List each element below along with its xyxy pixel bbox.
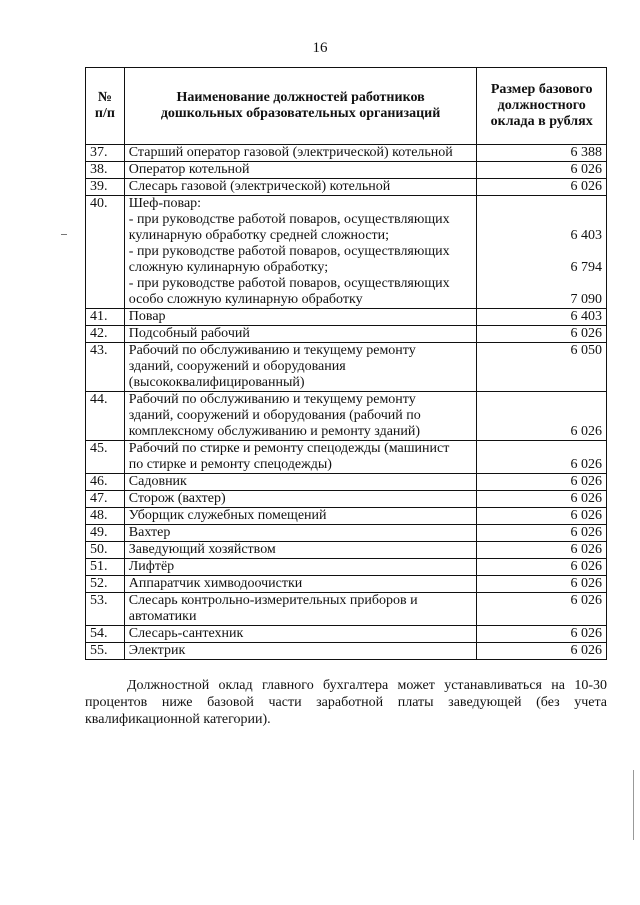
blank-line bbox=[481, 196, 602, 212]
row-number: 50. bbox=[86, 542, 125, 559]
base-salary: 6 026 bbox=[477, 542, 607, 559]
position-name bbox=[124, 626, 477, 643]
cell-line: Рабочий по стирке и ремонту спецодежды (машинист bbox=[128, 441, 450, 456]
scan-edge-mark bbox=[633, 770, 634, 840]
cell-line: Садовник bbox=[128, 474, 187, 489]
position-name bbox=[124, 643, 477, 660]
cell-line: Слесарь контрольно-измерительных приборов и bbox=[128, 593, 418, 608]
base-salary: 6 026 bbox=[477, 559, 607, 576]
cell-line: - при руководстве работой поваров, осуществляющих bbox=[128, 244, 450, 259]
base-salary: 6 026 bbox=[477, 441, 607, 474]
row-number: 37. bbox=[86, 145, 125, 162]
table-row bbox=[86, 559, 607, 576]
cell-line: Повар bbox=[128, 309, 166, 324]
base-salary: 6 026 bbox=[477, 576, 607, 593]
row-number: 47. bbox=[86, 491, 125, 508]
table-row bbox=[86, 474, 607, 491]
row-number: 43. bbox=[86, 343, 125, 392]
cell-line: кулинарную обработку средней сложности; bbox=[128, 228, 390, 243]
cell-line: комплексному обслуживанию и ремонту зданий) bbox=[128, 424, 421, 439]
cell-line: Заведующий хозяйством bbox=[128, 542, 276, 557]
table-row bbox=[86, 179, 607, 196]
cell-line: 6 794 bbox=[570, 260, 602, 275]
table-row bbox=[86, 593, 607, 626]
position-name bbox=[124, 441, 477, 474]
table-row bbox=[86, 525, 607, 542]
cell-line: Сторож (вахтер) bbox=[128, 491, 226, 506]
row-number: 54. bbox=[86, 626, 125, 643]
cell-line: по стирке и ремонту спецодежды) bbox=[128, 457, 332, 472]
position-name bbox=[124, 162, 477, 179]
table-row bbox=[86, 626, 607, 643]
cell-line: Шеф-повар: bbox=[128, 196, 202, 211]
cell-line: Старший оператор газовой (электрической) котельной bbox=[128, 145, 453, 160]
table-row bbox=[86, 508, 607, 525]
base-salary: 6 026 bbox=[477, 474, 607, 491]
base-salary: 6 026 bbox=[477, 179, 607, 196]
header-position-name: Наименование должностей работников дошкольных образовательных организаций bbox=[124, 68, 477, 145]
cell-line: Аппаратчик химводоочистки bbox=[128, 576, 303, 591]
row-number: 40. bbox=[86, 196, 125, 309]
row-number: 55. bbox=[86, 643, 125, 660]
position-name bbox=[124, 145, 477, 162]
base-salary: 6 388 bbox=[477, 145, 607, 162]
row-number: 44. bbox=[86, 392, 125, 441]
cell-line: Электрик bbox=[128, 643, 186, 658]
table-row bbox=[86, 162, 607, 179]
cell-line: 7 090 bbox=[570, 292, 602, 307]
position-name bbox=[124, 179, 477, 196]
row-number: 49. bbox=[86, 525, 125, 542]
table-row bbox=[86, 392, 607, 441]
cell-line: - при руководстве работой поваров, осуществляющих bbox=[128, 212, 450, 227]
blank-line bbox=[481, 244, 602, 260]
table-row bbox=[86, 441, 607, 474]
position-name bbox=[124, 593, 477, 626]
cell-line: Рабочий по обслуживанию и текущему ремонту bbox=[128, 392, 416, 407]
position-name bbox=[124, 525, 477, 542]
base-salary: 6 050 bbox=[477, 343, 607, 392]
cell-line: Слесарь газовой (электрической) котельной bbox=[128, 179, 391, 194]
table-row bbox=[86, 643, 607, 660]
base-salary: 6 026 bbox=[477, 643, 607, 660]
cell-line: Подсобный рабочий bbox=[128, 326, 250, 341]
positions-table bbox=[85, 67, 607, 660]
base-salary: 6 403 bbox=[477, 309, 607, 326]
row-number: 41. bbox=[86, 309, 125, 326]
position-name bbox=[124, 508, 477, 525]
table-row bbox=[86, 542, 607, 559]
page-number: 16 bbox=[312, 40, 328, 56]
base-salary: 6 026 bbox=[477, 593, 607, 626]
base-salary: 6 026 bbox=[477, 508, 607, 525]
base-salary: 6 026 bbox=[477, 525, 607, 542]
position-name bbox=[124, 343, 477, 392]
cell-line: особо сложную кулинарную обработку bbox=[128, 292, 363, 307]
table-header-row bbox=[86, 68, 607, 145]
row-number: 46. bbox=[86, 474, 125, 491]
table-row bbox=[86, 326, 607, 343]
cell-line: Лифтёр bbox=[128, 559, 175, 574]
base-salary: 6 026 bbox=[477, 326, 607, 343]
table-body bbox=[86, 145, 607, 660]
table-row bbox=[86, 309, 607, 326]
row-number: 39. bbox=[86, 179, 125, 196]
position-name bbox=[124, 474, 477, 491]
margin-mark bbox=[61, 234, 67, 235]
position-name bbox=[124, 576, 477, 593]
row-number: 45. bbox=[86, 441, 125, 474]
position-name bbox=[124, 542, 477, 559]
cell-line: Уборщик служебных помещений bbox=[128, 508, 327, 523]
cell-line: Оператор котельной bbox=[128, 162, 250, 177]
position-name bbox=[124, 392, 477, 441]
table-row bbox=[86, 343, 607, 392]
cell-line: зданий, сооружений и оборудования bbox=[128, 359, 346, 374]
row-number: 38. bbox=[86, 162, 125, 179]
row-number: 51. bbox=[86, 559, 125, 576]
cell-line: 6 403 bbox=[570, 228, 602, 243]
table-row bbox=[86, 576, 607, 593]
row-number: 42. bbox=[86, 326, 125, 343]
cell-line: Слесарь-сантехник bbox=[128, 626, 244, 641]
row-number: 52. bbox=[86, 576, 125, 593]
table-row bbox=[86, 491, 607, 508]
cell-line: Рабочий по обслуживанию и текущему ремонту bbox=[128, 343, 416, 358]
position-name bbox=[124, 196, 477, 309]
base-salary: 6 026 bbox=[477, 162, 607, 179]
header-number: № п/п bbox=[86, 68, 125, 145]
cell-line: зданий, сооружений и оборудования (рабочий по bbox=[128, 408, 421, 423]
table-row-chef bbox=[86, 196, 607, 309]
cell-line: автоматики bbox=[128, 609, 197, 624]
row-number: 53. bbox=[86, 593, 125, 626]
blank-line bbox=[481, 212, 602, 228]
footnote: Должностной оклад главного бухгалтера может устанавливаться на 10-30 процентов ниже базовой части заработной платы заведующей (без учета квалификационной категории). bbox=[85, 678, 607, 727]
base-salary: 6 026 bbox=[477, 392, 607, 441]
position-name bbox=[124, 326, 477, 343]
header-base-salary: Размер базового должностного оклада в рублях bbox=[477, 68, 607, 145]
base-salary-levels bbox=[477, 196, 607, 309]
position-name bbox=[124, 309, 477, 326]
cell-line: Вахтер bbox=[128, 525, 171, 540]
blank-line bbox=[481, 276, 602, 292]
cell-line: сложную кулинарную обработку; bbox=[128, 260, 329, 275]
base-salary: 6 026 bbox=[477, 626, 607, 643]
position-name bbox=[124, 559, 477, 576]
table-row bbox=[86, 145, 607, 162]
base-salary: 6 026 bbox=[477, 491, 607, 508]
cell-line: - при руководстве работой поваров, осуществляющих bbox=[128, 276, 450, 291]
cell-line: (высококвалифицированный) bbox=[128, 375, 305, 390]
row-number: 48. bbox=[86, 508, 125, 525]
position-name bbox=[124, 491, 477, 508]
